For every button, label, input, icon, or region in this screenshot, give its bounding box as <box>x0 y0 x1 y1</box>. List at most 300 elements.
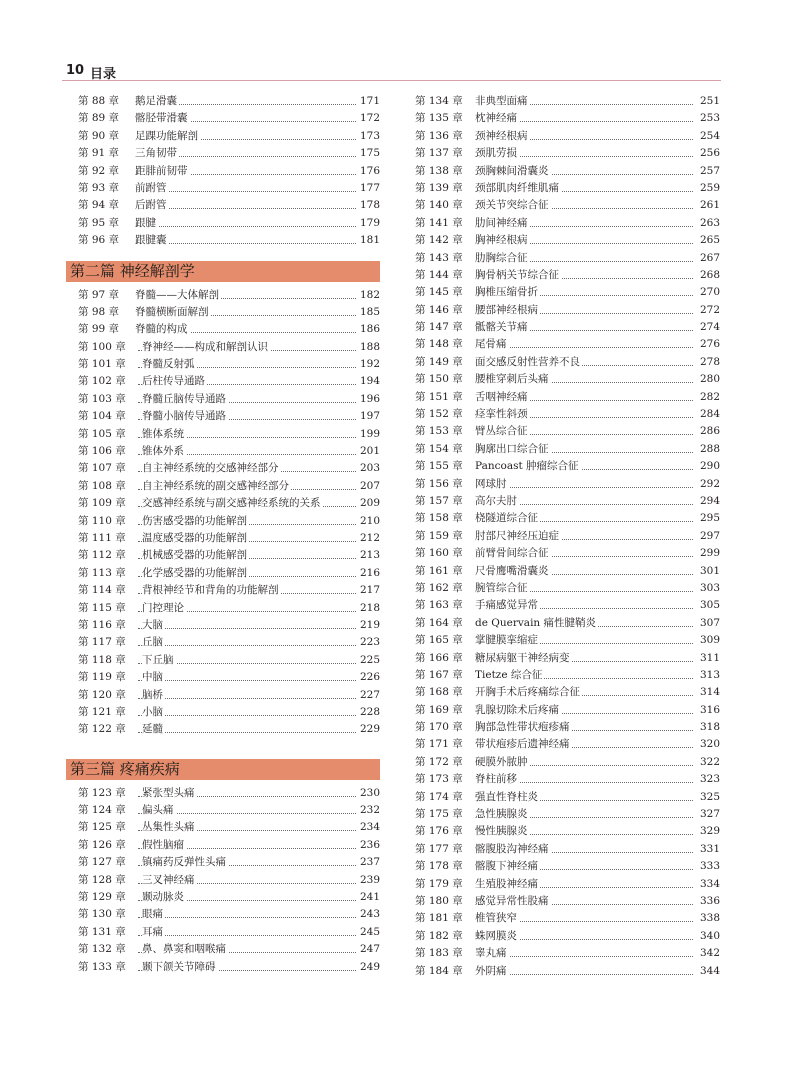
chapter-number: 第 170 章 <box>415 721 463 734</box>
chapter-title: 尾骨痛 <box>475 336 509 353</box>
page-ref: 327 <box>699 808 720 821</box>
chapter-number: 第 92 章 <box>78 164 120 177</box>
chapter-title: 胸椎压缩骨折 <box>475 284 540 301</box>
chapter-title: 乳腺切除术后疼痛 <box>475 702 561 719</box>
chapter-number: 第 122 章 <box>78 723 126 736</box>
toc-entry[interactable] <box>415 284 720 301</box>
chapter-title: 胸部急性带状疱疹痛 <box>475 719 572 736</box>
page-ref: 230 <box>359 786 380 799</box>
toc-entry[interactable] <box>415 928 720 945</box>
page-ref: 229 <box>359 723 380 736</box>
page-ref: 297 <box>699 529 720 542</box>
page-ref: 325 <box>699 790 720 803</box>
page-ref: 177 <box>359 181 380 194</box>
page-ref: 188 <box>359 340 380 353</box>
toc-entry[interactable] <box>78 819 380 836</box>
chapter-title: 自主神经系统的交感神经部分 <box>142 460 281 477</box>
chapter-number: 第 166 章 <box>415 651 463 664</box>
toc-entry[interactable] <box>415 336 720 353</box>
chapter-number: 第 131 章 <box>78 925 126 938</box>
chapter-number: 第 174 章 <box>415 790 463 803</box>
toc-entry[interactable] <box>78 145 380 162</box>
toc-entry[interactable] <box>415 615 720 632</box>
page-ref: 207 <box>359 479 380 492</box>
chapter-title: 脊髓小脑传导通路 <box>142 408 228 425</box>
chapter-number: 第 183 章 <box>415 947 463 960</box>
chapter-title: 肘部尺神经压迫症 <box>475 528 561 545</box>
toc-entry[interactable] <box>78 408 380 425</box>
toc-entry[interactable] <box>415 945 720 962</box>
toc-entry[interactable] <box>415 597 720 614</box>
chapter-number: 第 108 章 <box>78 479 126 492</box>
toc-entry[interactable] <box>78 924 380 941</box>
chapter-number: 第 179 章 <box>415 877 463 890</box>
toc-entry[interactable] <box>78 287 380 304</box>
toc-entry[interactable] <box>78 460 380 477</box>
chapter-title: 锥体外系 <box>142 443 186 460</box>
toc-entry[interactable] <box>415 458 720 475</box>
chapter-title: 前跗管 <box>135 180 169 197</box>
page-ref: 278 <box>699 355 720 368</box>
chapter-title: 舌咽神经痛 <box>475 389 530 406</box>
chapter-title: 颞动脉炎 <box>142 889 186 906</box>
chapter-title: 鹅足滑囊 <box>135 93 179 110</box>
toc-entry[interactable] <box>415 528 720 545</box>
toc-entry[interactable] <box>415 389 720 406</box>
chapter-number: 第 123 章 <box>78 786 126 799</box>
toc-entry[interactable] <box>415 128 720 145</box>
toc-entry[interactable] <box>415 963 720 980</box>
chapter-number: 第 173 章 <box>415 773 463 786</box>
chapter-title: 交感神经系统与副交感神经系统的关系 <box>142 495 323 512</box>
page-ref: 274 <box>699 321 720 334</box>
chapter-title: Tietze 综合征 <box>475 667 544 684</box>
chapter-title: 骶髂关节痛 <box>475 319 530 336</box>
chapter-number: 第 141 章 <box>415 216 463 229</box>
dot-leader <box>477 974 693 975</box>
toc-entry[interactable] <box>78 373 380 390</box>
chapter-number: 第 129 章 <box>78 891 126 904</box>
page-ref: 282 <box>699 390 720 403</box>
toc-entry[interactable] <box>78 617 380 634</box>
chapter-number: 第 116 章 <box>78 618 126 631</box>
chapter-title: 前臂骨间综合征 <box>475 545 551 562</box>
chapter-title: 颈肌劳损 <box>475 145 519 162</box>
page-ref: 219 <box>359 618 380 631</box>
toc-entry[interactable] <box>415 841 720 858</box>
chapter-title: 脊神经——构成和解剖认识 <box>142 339 270 356</box>
page-ref: 197 <box>359 410 380 423</box>
chapter-title: 镇痛药反弹性头痛 <box>142 854 228 871</box>
toc-entry[interactable] <box>415 354 720 371</box>
dot-leader <box>477 487 693 488</box>
page-ref: 256 <box>699 147 720 160</box>
toc-entry[interactable] <box>78 889 380 906</box>
page-ref: 212 <box>359 531 380 544</box>
dot-leader <box>138 208 356 209</box>
chapter-title: 尺骨鹰嘴滑囊炎 <box>475 563 551 580</box>
chapter-title: 丘脑 <box>142 634 165 651</box>
dot-leader <box>138 935 356 936</box>
toc-entry[interactable] <box>415 493 720 510</box>
page-ref: 268 <box>699 268 720 281</box>
toc-entry[interactable] <box>415 145 720 162</box>
chapter-title: 脊柱前移 <box>475 771 519 788</box>
page-ref: 290 <box>699 460 720 473</box>
toc-entry[interactable] <box>78 652 380 669</box>
page-ref: 245 <box>359 925 380 938</box>
page-ref: 175 <box>359 147 380 160</box>
page-ref: 314 <box>699 686 720 699</box>
chapter-title: 胸骨柄关节综合征 <box>475 267 561 284</box>
chapter-number: 第 90 章 <box>78 129 120 142</box>
chapter-title: 颈部肌肉纤维肌痛 <box>475 180 561 197</box>
chapter-title: 足踝功能解剖 <box>135 128 200 145</box>
chapter-title: 感觉异常性股痛 <box>475 893 551 910</box>
page-ref: 276 <box>699 338 720 351</box>
toc-entry[interactable] <box>78 391 380 408</box>
chapter-title: 中脑 <box>142 669 165 686</box>
chapter-title: 髂腹下神经痛 <box>475 858 540 875</box>
toc-entry[interactable] <box>78 110 380 127</box>
toc-entry[interactable] <box>415 823 720 840</box>
toc-entry[interactable] <box>78 356 380 373</box>
chapter-number: 第 107 章 <box>78 462 126 475</box>
page-ref: 342 <box>699 947 720 960</box>
chapter-number: 第 180 章 <box>415 894 463 907</box>
dot-leader <box>138 680 356 681</box>
toc-entry[interactable] <box>415 702 720 719</box>
toc-entry[interactable] <box>415 563 720 580</box>
toc-entry[interactable] <box>78 704 380 721</box>
page-ref: 178 <box>359 199 380 212</box>
toc-entry[interactable] <box>78 513 380 530</box>
chapter-title: 背根神经节和背角的功能解剖 <box>142 582 281 599</box>
chapter-title: 机械感受器的功能解剖 <box>142 547 249 564</box>
chapter-title: 颈关节突综合征 <box>475 197 551 214</box>
page-ref: 173 <box>359 129 380 142</box>
page-ref: 213 <box>359 549 380 562</box>
chapter-number: 第 127 章 <box>78 856 126 869</box>
chapter-number: 第 124 章 <box>78 804 126 817</box>
chapter-title: 肋间神经痛 <box>475 215 530 232</box>
chapter-title: 紧张型头痛 <box>142 785 197 802</box>
chapter-number: 第 147 章 <box>415 321 463 334</box>
chapter-title: 跟腱囊 <box>135 232 169 249</box>
chapter-title: 自主神经系统的副交感神经部分 <box>142 478 291 495</box>
dot-leader <box>138 698 356 699</box>
chapter-title: 伤害感受器的功能解剖 <box>142 513 249 530</box>
header-rule <box>62 80 721 81</box>
toc-entry[interactable] <box>78 872 380 889</box>
chapter-title: 开胸手术后疼痛综合征 <box>475 684 582 701</box>
page-number: 10 <box>66 63 85 78</box>
toc-entry[interactable] <box>415 476 720 493</box>
chapter-number: 第 156 章 <box>415 477 463 490</box>
toc-entry[interactable] <box>415 371 720 388</box>
toc-entry[interactable] <box>78 802 380 819</box>
toc-entry[interactable] <box>415 858 720 875</box>
chapter-title: 高尔夫肘 <box>475 493 519 510</box>
page-ref: 329 <box>699 825 720 838</box>
toc-entry[interactable] <box>78 478 380 495</box>
chapter-number: 第 134 章 <box>415 95 463 107</box>
chapter-number: 第 165 章 <box>415 634 463 647</box>
chapter-number: 第 136 章 <box>415 129 463 142</box>
chapter-title: 胸神经根病 <box>475 232 530 249</box>
chapter-number: 第 113 章 <box>78 566 126 579</box>
chapter-title: 掌腱膜挛缩症 <box>475 632 540 649</box>
chapter-number: 第 89 章 <box>78 112 120 125</box>
toc-entry[interactable] <box>415 910 720 927</box>
page-header <box>0 0 800 82</box>
toc-entry[interactable] <box>78 669 380 686</box>
chapter-number: 第 144 章 <box>415 268 463 281</box>
toc-entry[interactable] <box>415 754 720 771</box>
page-ref: 227 <box>359 688 380 701</box>
toc-entry[interactable] <box>78 785 380 802</box>
toc-entry[interactable] <box>415 215 720 232</box>
toc-entry[interactable] <box>78 495 380 512</box>
chapter-title: 下丘脑 <box>142 652 176 669</box>
page-ref: 228 <box>359 705 380 718</box>
toc-entry[interactable] <box>415 93 720 110</box>
chapter-title: 后柱传导通路 <box>142 373 207 390</box>
part-title: 第三篇 疼痛疾病 <box>70 759 180 778</box>
page-ref: 254 <box>699 129 720 142</box>
page-ref: 334 <box>699 877 720 890</box>
chapter-number: 第 143 章 <box>415 251 463 264</box>
toc-entry[interactable] <box>415 806 720 823</box>
toc-entry[interactable] <box>415 667 720 684</box>
chapter-number: 第 184 章 <box>415 964 463 977</box>
chapter-title: 肋胸综合征 <box>475 250 530 267</box>
page-ref: 237 <box>359 856 380 869</box>
toc-entry[interactable] <box>415 719 720 736</box>
toc-entry[interactable] <box>78 180 380 197</box>
chapter-title: 颈神经根病 <box>475 128 530 145</box>
toc-entry[interactable] <box>78 582 380 599</box>
page-ref: 259 <box>699 181 720 194</box>
toc-entry[interactable] <box>78 128 380 145</box>
chapter-number: 第 102 章 <box>78 375 126 388</box>
toc-entry[interactable] <box>415 736 720 753</box>
page-ref: 333 <box>699 860 720 873</box>
page-ref: 225 <box>359 653 380 666</box>
page-ref: 307 <box>699 616 720 629</box>
chapter-title: 椎管狭窄 <box>475 910 519 927</box>
chapter-title: 颞下颌关节障碍 <box>142 959 218 976</box>
page-ref: 249 <box>359 960 380 973</box>
chapter-number: 第 112 章 <box>78 549 126 562</box>
chapter-title: 脊髓横断面解剖 <box>135 304 211 321</box>
toc-entry[interactable] <box>78 163 380 180</box>
toc-left-column <box>70 93 380 976</box>
chapter-number: 第 148 章 <box>415 338 463 351</box>
toc-entry[interactable] <box>415 545 720 562</box>
page-ref: 316 <box>699 703 720 716</box>
page-ref: 270 <box>699 286 720 299</box>
toc-entry[interactable] <box>78 321 380 338</box>
toc-entry[interactable] <box>415 684 720 701</box>
toc-entry[interactable] <box>415 250 720 267</box>
toc-group-part-3 <box>78 785 380 976</box>
toc-group-right <box>415 93 720 980</box>
toc-entry[interactable] <box>415 876 720 893</box>
toc-entry[interactable] <box>78 634 380 651</box>
toc-entry[interactable] <box>78 426 380 443</box>
toc-entry[interactable] <box>415 441 720 458</box>
chapter-number: 第 117 章 <box>78 636 126 649</box>
toc-entry[interactable] <box>415 650 720 667</box>
dot-leader <box>138 917 356 918</box>
page-ref: 280 <box>699 373 720 386</box>
toc-entry[interactable] <box>415 110 720 127</box>
toc-entry[interactable] <box>415 771 720 788</box>
page-ref: 171 <box>359 95 380 107</box>
toc-entry[interactable] <box>415 510 720 527</box>
page-ref: 292 <box>699 477 720 490</box>
chapter-title: 小脑 <box>142 704 165 721</box>
chapter-title: 面交感反射性营养不良 <box>475 354 582 371</box>
chapter-number: 第 115 章 <box>78 601 126 614</box>
chapter-number: 第 133 章 <box>78 960 126 973</box>
toc-entry[interactable] <box>78 304 380 321</box>
chapter-number: 第 168 章 <box>415 686 463 699</box>
chapter-number: 第 145 章 <box>415 286 463 299</box>
toc-entry[interactable] <box>78 959 380 976</box>
page-ref: 313 <box>699 668 720 681</box>
page-ref: 323 <box>699 773 720 786</box>
chapter-number: 第 88 章 <box>78 95 120 107</box>
page-ref: 318 <box>699 721 720 734</box>
chapter-title: 强直性脊柱炎 <box>475 789 540 806</box>
page-ref: 322 <box>699 755 720 768</box>
chapter-title: 温度感受器的功能解剖 <box>142 530 249 547</box>
toc-entry[interactable] <box>78 837 380 854</box>
toc-entry[interactable] <box>78 232 380 249</box>
dot-leader <box>138 732 356 733</box>
chapter-title: 三角韧带 <box>135 145 179 162</box>
chapter-title: 慢性胰腺炎 <box>475 823 530 840</box>
chapter-number: 第 150 章 <box>415 373 463 386</box>
toc-entry[interactable] <box>78 600 380 617</box>
part-heading-2 <box>66 261 380 282</box>
chapter-title: 非典型面痛 <box>475 93 530 110</box>
toc-entry[interactable] <box>78 215 380 232</box>
page-ref: 338 <box>699 912 720 925</box>
chapter-title: 睾丸痛 <box>475 945 509 962</box>
chapter-number: 第 161 章 <box>415 564 463 577</box>
toc-entry[interactable] <box>78 854 380 871</box>
toc-entry[interactable] <box>78 687 380 704</box>
toc-entry[interactable] <box>78 339 380 356</box>
chapter-number: 第 97 章 <box>78 288 120 301</box>
page-ref: 194 <box>359 375 380 388</box>
toc-entry[interactable] <box>78 547 380 564</box>
toc-entry[interactable] <box>78 443 380 460</box>
toc-entry[interactable] <box>415 893 720 910</box>
page-ref: 336 <box>699 894 720 907</box>
page-ref: 263 <box>699 216 720 229</box>
page-ref: 201 <box>359 445 380 458</box>
page-ref: 340 <box>699 929 720 942</box>
chapter-title: 距腓前韧带 <box>135 163 190 180</box>
chapter-number: 第 121 章 <box>78 705 126 718</box>
dot-leader <box>138 645 356 646</box>
toc-entry[interactable] <box>415 789 720 806</box>
toc-entry[interactable] <box>78 197 380 214</box>
chapter-title: 延髓 <box>142 721 165 738</box>
chapter-title: 化学感受器的功能解剖 <box>142 565 249 582</box>
toc-entry[interactable] <box>415 232 720 249</box>
toc-entry[interactable] <box>415 197 720 214</box>
toc-entry[interactable] <box>78 906 380 923</box>
dot-leader <box>138 628 356 629</box>
chapter-number: 第 152 章 <box>415 408 463 421</box>
chapter-number: 第 109 章 <box>78 497 126 510</box>
chapter-number: 第 146 章 <box>415 303 463 316</box>
page-ref: 344 <box>699 964 720 977</box>
chapter-number: 第 163 章 <box>415 599 463 612</box>
chapter-number: 第 125 章 <box>78 821 126 834</box>
toc-entry[interactable] <box>415 423 720 440</box>
page-ref: 203 <box>359 462 380 475</box>
chapter-number: 第 172 章 <box>415 755 463 768</box>
chapter-title: 脊髓反射弧 <box>142 356 197 373</box>
toc-group-left-top <box>78 93 380 250</box>
chapter-number: 第 118 章 <box>78 653 126 666</box>
toc-entry[interactable] <box>415 580 720 597</box>
chapter-title: 糖尿病躯干神经病变 <box>475 650 572 667</box>
page-ref: 239 <box>359 873 380 886</box>
chapter-title: 三叉神经痛 <box>142 872 197 889</box>
chapter-number: 第 151 章 <box>415 390 463 403</box>
chapter-number: 第 132 章 <box>78 943 126 956</box>
header-title: 目录 <box>90 67 117 82</box>
chapter-title: 脑桥 <box>142 687 165 704</box>
toc-entry[interactable] <box>78 530 380 547</box>
toc-entry[interactable] <box>415 302 720 319</box>
toc-entry[interactable] <box>415 163 720 180</box>
toc-entry[interactable] <box>415 632 720 649</box>
chapter-title: 硬膜外脓肿 <box>475 754 530 771</box>
toc-entry[interactable] <box>415 319 720 336</box>
toc-entry[interactable] <box>78 93 380 110</box>
dot-leader <box>138 191 356 192</box>
chapter-number: 第 138 章 <box>415 164 463 177</box>
chapter-title: 脊髓丘脑传导通路 <box>142 391 228 408</box>
chapter-number: 第 126 章 <box>78 838 126 851</box>
toc-entry[interactable] <box>78 565 380 582</box>
dot-leader <box>477 956 693 957</box>
chapter-number: 第 177 章 <box>415 842 463 855</box>
chapter-number: 第 94 章 <box>78 199 120 212</box>
page-ref: 257 <box>699 164 720 177</box>
chapter-number: 第 158 章 <box>415 512 463 525</box>
page-ref: 196 <box>359 392 380 405</box>
toc-entry[interactable] <box>415 406 720 423</box>
toc-entry[interactable] <box>415 180 720 197</box>
chapter-number: 第 99 章 <box>78 323 120 336</box>
chapter-number: 第 181 章 <box>415 912 463 925</box>
chapter-title: 痉挛性斜颈 <box>475 406 530 423</box>
page-ref: 179 <box>359 216 380 229</box>
chapter-number: 第 110 章 <box>78 514 126 527</box>
toc-entry[interactable] <box>78 721 380 738</box>
toc-entry[interactable] <box>78 941 380 958</box>
toc-entry[interactable] <box>415 267 720 284</box>
